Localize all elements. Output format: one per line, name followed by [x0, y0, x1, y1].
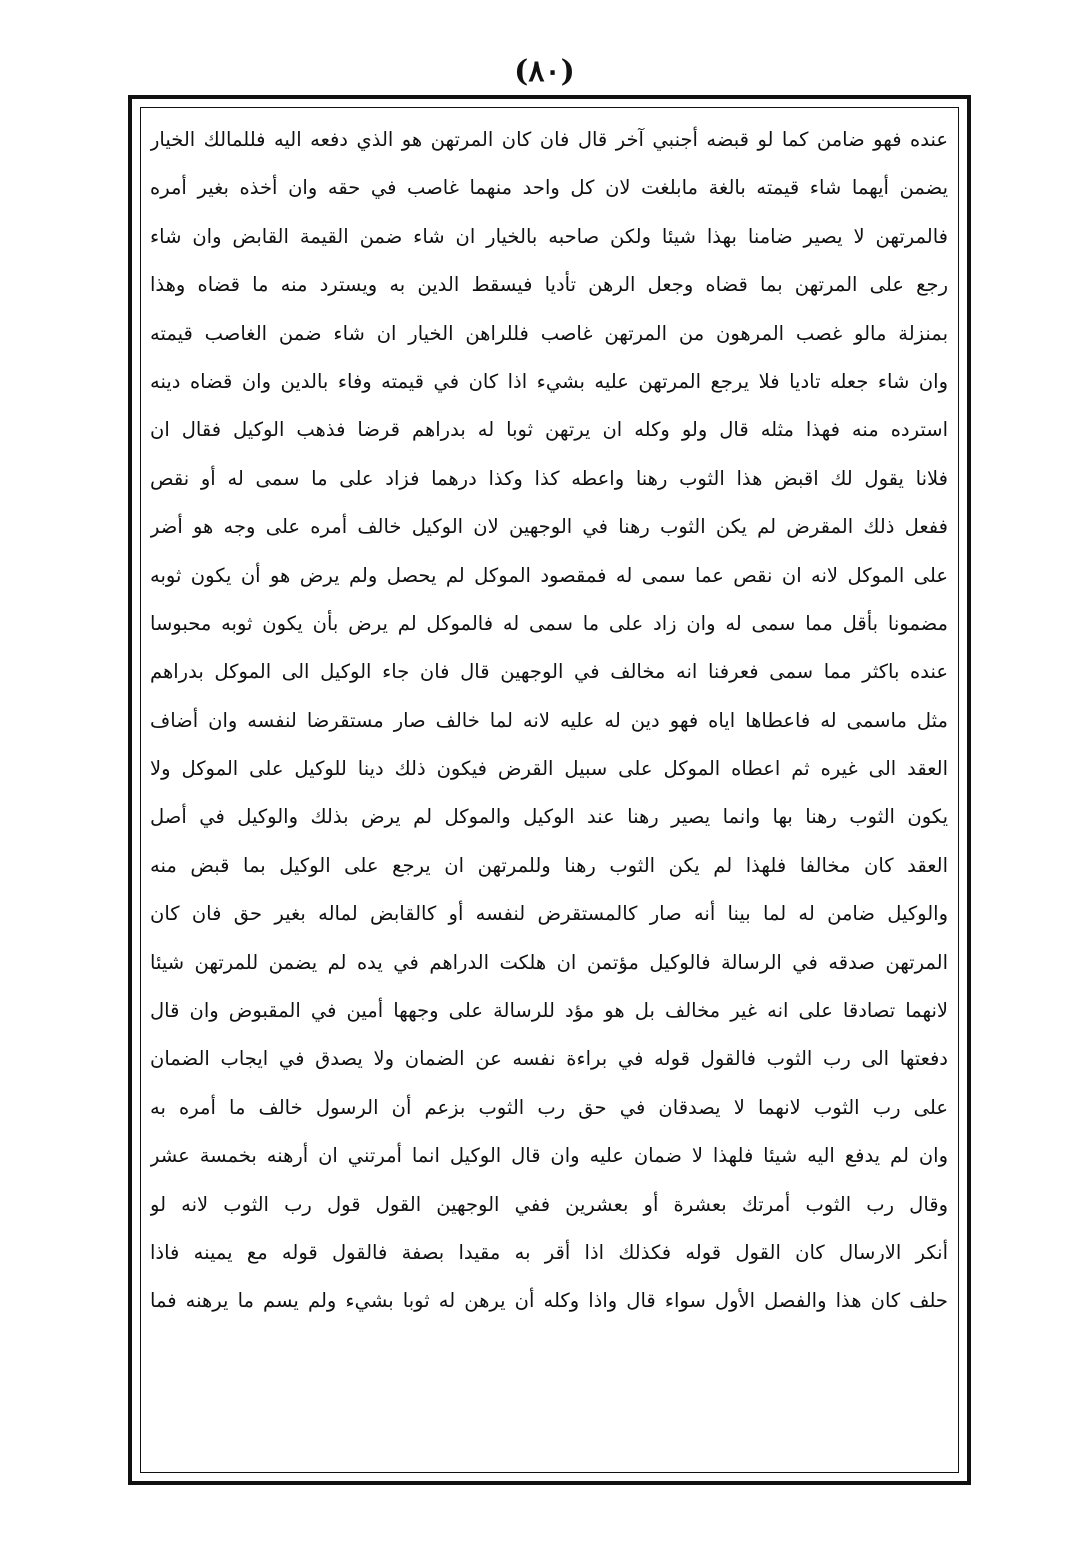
- text-line: وان شاء جعله تاديا فلا يرجع المرتهن عليه بشيء اذا كان في قيمته وفاء بالدين وان قضاه دينه: [150, 369, 948, 393]
- text-line: والوكيل ضامن له لما بينا أنه صار كالمستقرض لنفسه أو كالقابض لماله بغير حق فان كان: [150, 902, 948, 926]
- text-line: عنده باكثر مما سمى فعرفنا انه مخالف في الوجهين قال فان جاء الوكيل الى الموكل بدراهم: [150, 660, 948, 684]
- text-line: يكون الثوب رهنا بها وانما يصير رهنا عند الوكيل والموكل لم يرض بذلك والوكيل في أصل: [150, 805, 948, 829]
- text-line: مثل ماسمى له فاعطاها اياه فهو دين له عليه لانه لما خالف صار مستقرضا لنفسه وان أضاف: [150, 708, 948, 732]
- text-line: ففعل ذلك المقرض لم يكن الثوب رهنا في الوجهين لان الوكيل خالف أمره على وجه هو أضر: [150, 515, 948, 539]
- text-line: بمنزلة مالو غصب المرهون من المرتهن غاصب فللراهن الخيار ان شاء ضمن الغاصب قيمته: [150, 321, 948, 345]
- text-line: العقد كان مخالفا فلهذا لم يكن الثوب رهنا وللمرتهن ان يرجع على الوكيل بما قبض منه: [150, 853, 948, 877]
- text-body: [150, 116, 948, 1326]
- text-line: يضمن أيهما شاء قيمته بالغة مابلغت لان كل واحد منهما غاصب في حقه وان أخذه بغير أمره: [150, 176, 948, 200]
- text-line: فلانا يقول لك اقبض هذا الثوب رهنا واعطه كذا وكذا درهما فزاد على ما سمى له أو نقص: [150, 466, 948, 490]
- text-line: العقد الى غيره ثم اعطاه الموكل على سبيل القرض فيكون ذلك دينا للوكيل على الموكل ولا: [150, 757, 948, 781]
- text-line: رجع على المرتهن بما قضاه وجعل الرهن تأديا فيسقط الدين به ويسترد منه ما قضاه وهذا: [150, 273, 948, 297]
- text-line: على رب الثوب لانهما لا يصدقان في حق رب الثوب بزعم أن الرسول خالف ما أمره به: [150, 1095, 948, 1119]
- text-line: المرتهن صدقه في الرسالة فالوكيل مؤتمن ان هلكت الدراهم في يده لم يضمن للمرتهن شيئا: [150, 950, 948, 974]
- text-line: على الموكل لانه ان نقص عما سمى له فمقصود الموكل لم يحصل ولم يرض هو أن يكون ثوبه: [150, 563, 948, 587]
- text-line: حلف كان هذا والفصل الأول سواء قال واذا وكله أن يرهن له ثوبا بشيء ولم يسم ما يرهنه فما: [150, 1289, 948, 1313]
- text-line: وان لم يدفع اليه شيئا فلهذا لا ضمان عليه وان قال الوكيل انما أمرتني ان أرهنه بخمسة عشر: [150, 1144, 948, 1168]
- text-line: وقال رب الثوب أمرتك بعشرة أو بعشرين ففي الوجهين القول قول رب الثوب لانه لو: [150, 1192, 948, 1216]
- text-line: مضمونا بأقل مما سمى له وان زاد على ما سمى له فالموكل لم يرض بأن يكون ثوبه محبوسا: [150, 611, 948, 635]
- text-line: فالمرتهن لا يصير ضامنا بهذا شيئا ولكن صاحبه بالخيار ان شاء ضمن القيمة القابض وان شاء: [150, 224, 948, 248]
- text-line: دفعتها الى رب الثوب فالقول قوله في براءة نفسه عن الضمان ولا يصدق في ايجاب الضمان: [150, 1047, 948, 1071]
- text-line: عنده فهو ضامن كما لو قبضه أجنبي آخر قال فان كان المرتهن هو الذي دفعه اليه فللمالك الخيار: [150, 128, 948, 151]
- page-number: (٨٠): [514, 54, 575, 89]
- text-line: استرده منه فهذا مثله قال ولو وكله ان يرتهن ثوبا له بدراهم قرضا فذهب الوكيل فقال ان: [150, 418, 948, 442]
- text-line: لانهما تصادقا على انه غير مخالف بل هو مؤد للرسالة على وجهها أمين في المقبوض وان قال: [150, 999, 948, 1023]
- text-line: أنكر الارسال كان القول قوله فكذلك اذا أقر به مقيدا بصفة فالقول قوله مع يمينه فاذا: [150, 1240, 948, 1264]
